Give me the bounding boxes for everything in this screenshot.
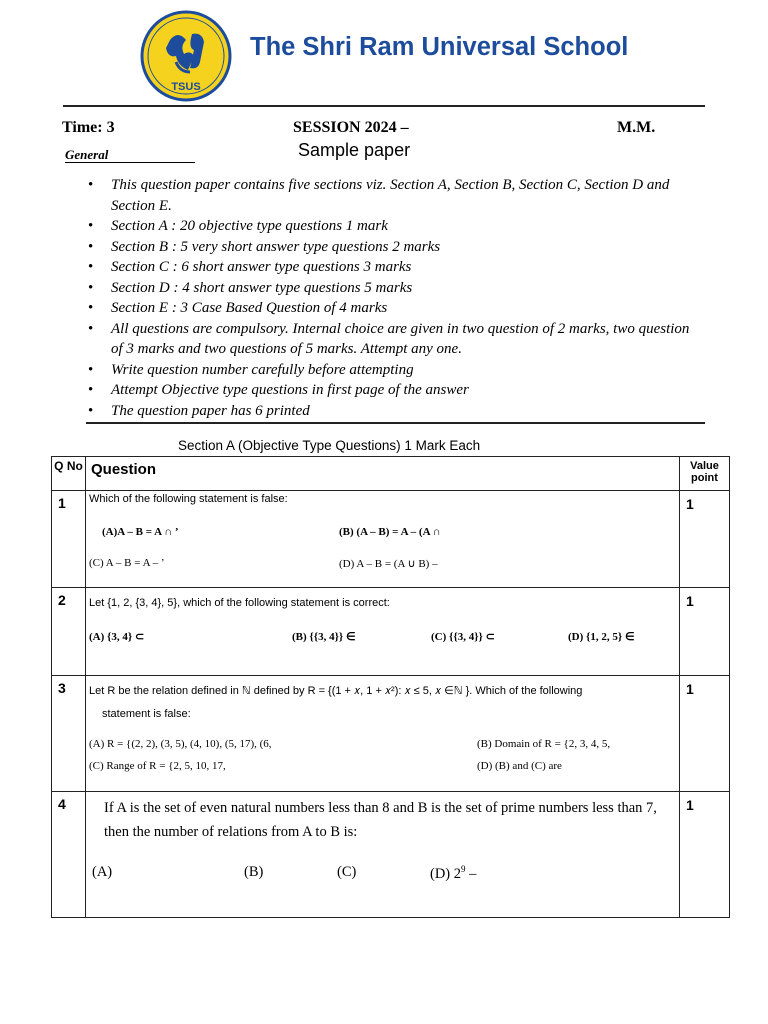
question-number: 2 [52, 588, 86, 676]
table-row [52, 792, 730, 918]
question-stem: Which of the following statement is false: [89, 493, 288, 505]
instruction-item: • Section B : 5 very short answer type questions 2 marks [88, 237, 700, 258]
option-d: (D) A – B = (A ∪ B) – [339, 558, 438, 570]
question-number: 1 [52, 491, 86, 588]
option-c: (C) Range of R = {2, 5, 10, 17, [89, 760, 226, 772]
option-a: (A)A – B = A ∩ ’ [102, 526, 179, 538]
value-point: 1 [680, 676, 730, 792]
time-label: Time: 3 [62, 119, 115, 136]
option-a: (A) {3, 4} ⊂ [89, 631, 145, 643]
session-label: SESSION 2024 – [293, 119, 409, 136]
logo-text: TSUS [171, 81, 201, 93]
question-cell [86, 491, 680, 588]
question-cell [86, 588, 680, 676]
col-header-qno: Q No [52, 457, 86, 491]
instructions-list [88, 175, 700, 421]
option-d [430, 864, 476, 883]
instruction-item: • Section A : 20 objective type questions 1 mark [88, 216, 700, 237]
question-stem: Let {1, 2, {3, 4}, 5}, which of the following statement is correct: [89, 597, 390, 609]
option-b: (B) Domain of R = {2, 3, 4, 5, [477, 738, 611, 750]
school-name: The Shri Ram Universal School [250, 33, 629, 61]
question-cell [86, 792, 680, 918]
question-stem-continued: statement is false: [102, 708, 191, 720]
col-header-question: Question [86, 457, 680, 491]
question-cell [86, 676, 680, 792]
instruction-item: • All questions are compulsory. Internal choice are given in two question of 2 marks, two question of 3 marks and two questions of 5 marks. Attempt any one. [88, 319, 700, 360]
option-c: (C) [337, 864, 357, 880]
option-a: (A) R = {(2, 2), (3, 5), (4, 10), (5, 17), (6, [89, 738, 272, 750]
instruction-item: • Section C : 6 short answer type questions 3 marks [88, 257, 700, 278]
option-b: (B) (A – B) = A – (A ∩ [339, 526, 441, 538]
instruction-item: • This question paper contains five sections viz. Section A, Section B, Section C, Section D and Section E. [88, 175, 700, 216]
option-d: (D) (B) and (C) are [477, 760, 562, 772]
instruction-item: • Section E : 3 Case Based Question of 4 marks [88, 298, 700, 319]
school-logo [140, 10, 232, 102]
question-number: 3 [52, 676, 86, 792]
question-table [51, 456, 730, 918]
option-c: (C) A – B = A – ’ [89, 557, 165, 569]
option-b: (B) [244, 864, 264, 880]
question-stem: Let R be the relation defined in ℕ defined by R = {(1 + 𝑥, 1 + 𝑥²): 𝑥 ≤ 5, 𝑥 ∈ℕ }. Which of the following [89, 685, 583, 697]
value-point: 1 [680, 588, 730, 676]
table-row [52, 588, 730, 676]
value-point: 1 [680, 491, 730, 588]
instructions-divider [86, 422, 705, 424]
instruction-item: • Attempt Objective type questions in first page of the answer [88, 380, 700, 401]
option-a: (A) [92, 864, 113, 880]
option-d-text: (D) 2 [430, 865, 462, 882]
col-header-value: Value point [680, 457, 730, 491]
section-a-title: Section A (Objective Type Questions) 1 Mark Each [178, 438, 481, 453]
option-d-exponent: 9 [461, 864, 466, 874]
value-point: 1 [680, 792, 730, 918]
option-c: (C) {{3, 4}} ⊂ [431, 631, 495, 643]
general-label: General [65, 147, 195, 163]
table-header-row [52, 457, 730, 491]
option-d: (D) {1, 2, 5} ∈ [568, 631, 635, 643]
table-row [52, 491, 730, 588]
question-number: 4 [52, 792, 86, 918]
instruction-item: • The question paper has 6 printed [88, 401, 700, 422]
paper-subtitle: Sample paper [298, 140, 411, 160]
instruction-item: • Write question number carefully before attempting [88, 360, 700, 381]
option-d-tail: – [465, 865, 477, 882]
header-divider [63, 105, 705, 107]
max-marks-label: M.M. [617, 119, 656, 136]
instruction-item: • Section D : 4 short answer type questions 5 marks [88, 278, 700, 299]
option-b: (B) {{3, 4}} ∈ [292, 631, 356, 643]
table-row [52, 676, 730, 792]
question-stem: If A is the set of even natural numbers less than 8 and B is the set of prime numbers less than 7, then the number of relations from A to B is: [104, 800, 657, 840]
